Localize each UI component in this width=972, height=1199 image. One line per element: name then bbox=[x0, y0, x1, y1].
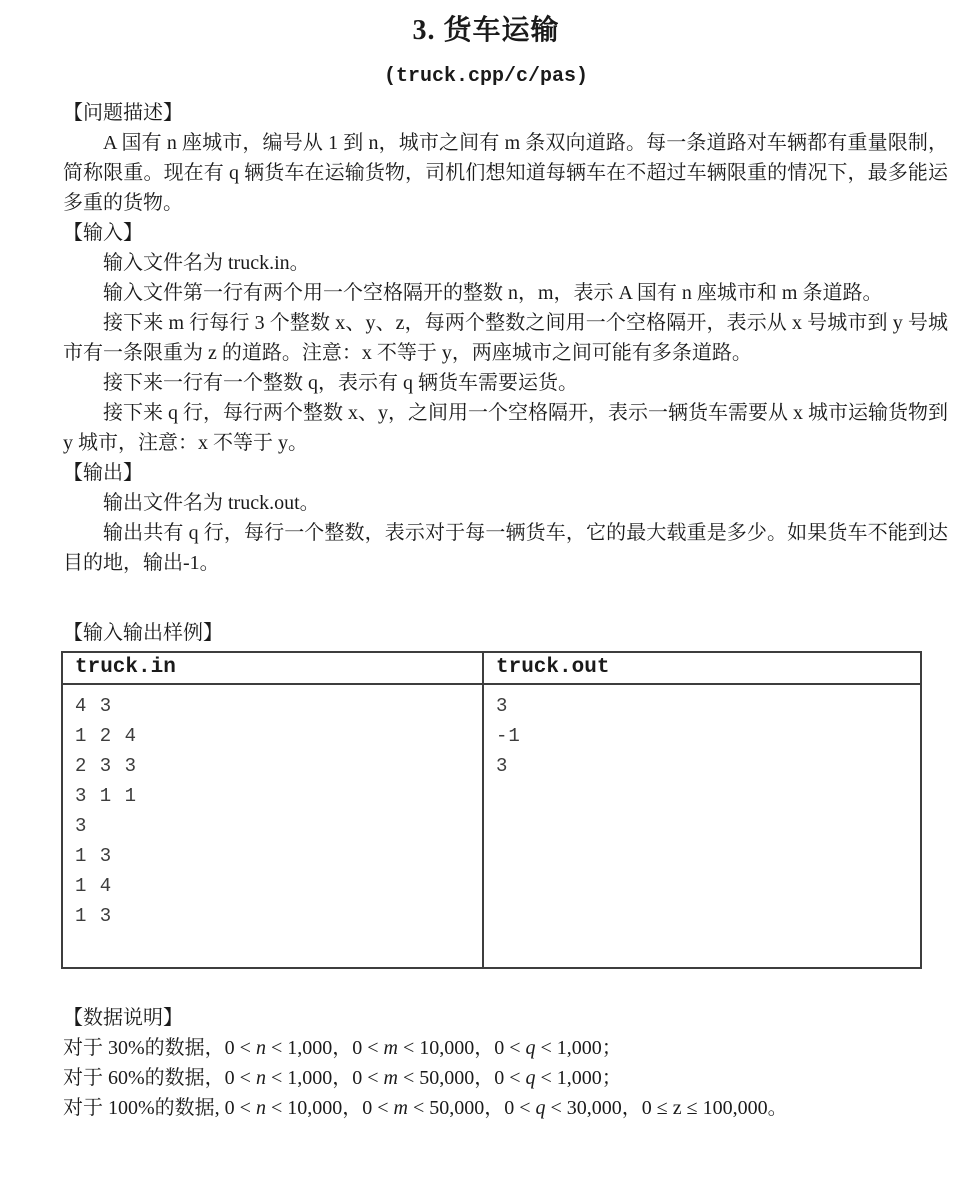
sample-input-line: 1 3 bbox=[75, 845, 113, 867]
sample-output-line: 3 bbox=[496, 695, 509, 717]
input-paragraph: 接下来 q 行，每行两个整数 x、y，之间用一个空格隔开，表示一辆货车需要从 x 城市运输货物到 y 城市，注意：x 不等于 y。 bbox=[63, 402, 948, 454]
sample-input-line: 3 1 1 bbox=[75, 785, 138, 807]
section-heading-data-notes: 【数据说明】 bbox=[63, 1007, 183, 1029]
sample-input-line: 4 3 bbox=[75, 695, 113, 717]
sample-input-line: 2 3 3 bbox=[75, 755, 138, 777]
input-paragraph: 接下来 m 行每行 3 个整数 x、y、z，每两个整数之间用一个空格隔开，表示从 x 号城市到 y 号城市有一条限重为 z 的道路。注意：x 不等于 y，两座城市之间可能有多条道路。 bbox=[63, 312, 948, 364]
input-paragraph: 接下来一行有一个整数 q，表示有 q 辆货车需要运货。 bbox=[103, 372, 578, 394]
output-paragraph: 输出共有 q 行，每行一个整数，表示对于每一辆货车，它的最大载重是多少。如果货车不能到达目的地，输出-1。 bbox=[63, 522, 948, 574]
section-heading-samples: 【输入输出样例】 bbox=[63, 622, 223, 644]
section-heading-input: 【输入】 bbox=[63, 222, 143, 244]
sample-input-line: 1 2 4 bbox=[75, 725, 138, 747]
sample-input-line: 1 4 bbox=[75, 875, 113, 897]
sample-io-table bbox=[61, 651, 922, 969]
constraint-line-100pct: 对于 100%的数据, 0 < n < 10,000，0 < m < 50,000，0 < q < 30,000，0 ≤ z ≤ 100,000。 bbox=[63, 1097, 788, 1119]
sample-input-line: 3 bbox=[75, 815, 88, 837]
sample-input-line: 1 3 bbox=[75, 905, 113, 927]
input-paragraph: 输入文件第一行有两个用一个空格隔开的整数 n，m，表示 A 国有 n 座城市和 m 条道路。 bbox=[103, 282, 883, 304]
document-body bbox=[63, 98, 948, 1123]
input-paragraph: 输入文件名为 truck.in。 bbox=[103, 252, 310, 274]
sample-input-cell bbox=[62, 684, 483, 968]
sample-output-column-header: truck.out bbox=[483, 652, 921, 684]
section-heading-problem: 【问题描述】 bbox=[63, 102, 183, 124]
sample-table-header-row bbox=[62, 652, 921, 684]
constraint-line-30pct: 对于 30%的数据，0 < n < 1,000，0 < m < 10,000，0 < q < 1,000； bbox=[63, 1037, 622, 1059]
sample-input-column-header: truck.in bbox=[62, 652, 483, 684]
constraint-line-60pct: 对于 60%的数据，0 < n < 1,000，0 < m < 50,000，0 < q < 1,000； bbox=[63, 1067, 622, 1089]
sample-output-line: 3 bbox=[496, 755, 509, 777]
sample-output-line: -1 bbox=[496, 725, 521, 747]
source-filename-subtitle: (truck.cpp/c/pas) bbox=[383, 65, 589, 88]
sample-output-cell bbox=[483, 684, 921, 968]
sample-table-body-row bbox=[62, 684, 921, 968]
output-paragraph: 输出文件名为 truck.out。 bbox=[103, 492, 320, 514]
section-heading-output: 【输出】 bbox=[63, 462, 143, 484]
problem-paragraph: A 国有 n 座城市，编号从 1 到 n，城市之间有 m 条双向道路。每一条道路对车辆都有重量限制，简称限重。现在有 q 辆货车在运输货物，司机们想知道每辆车在不超过车辆限重的情况下，最多能运多重的货物。 bbox=[63, 132, 948, 214]
page-title: 3. 货车运输 bbox=[412, 15, 560, 46]
